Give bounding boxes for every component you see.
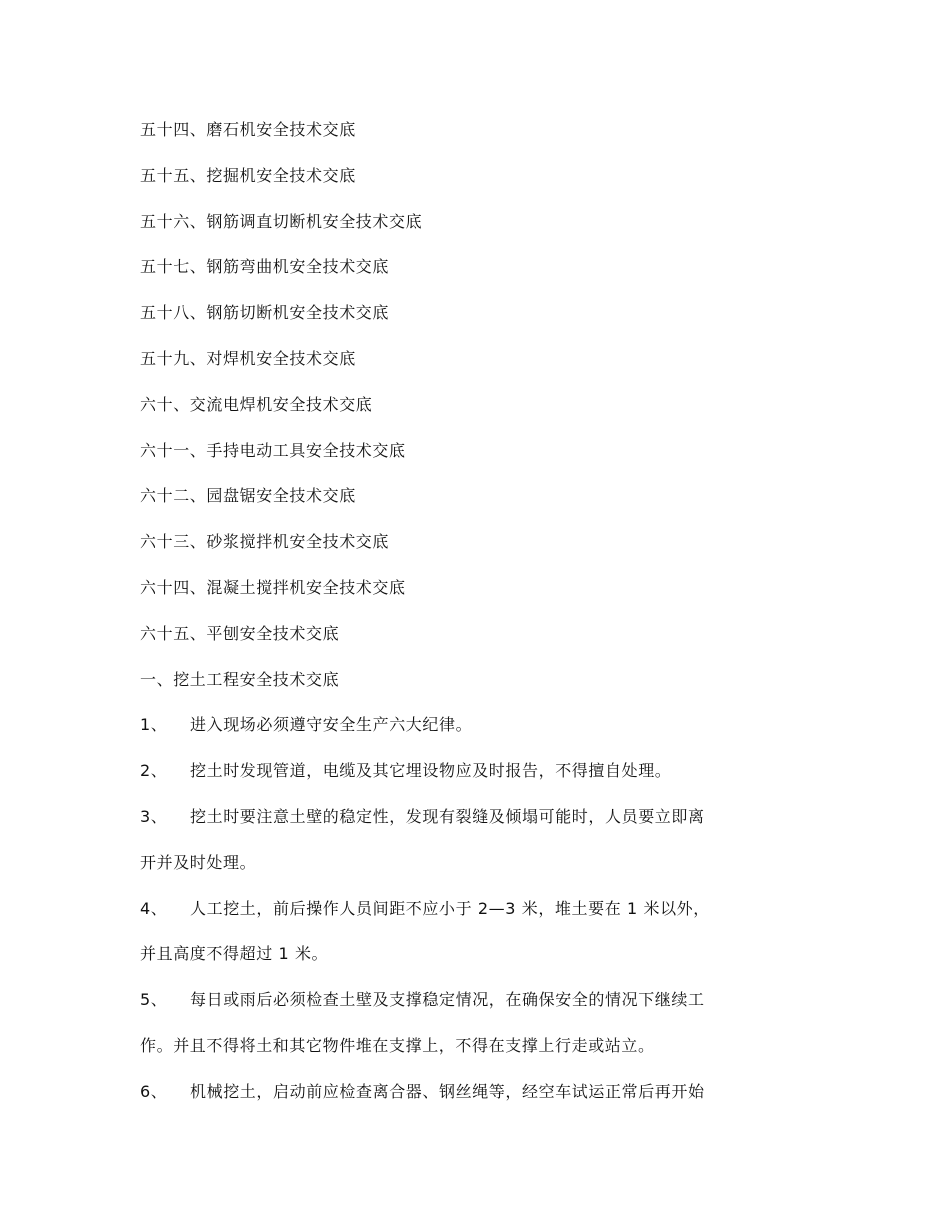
list-item-number: 6、 xyxy=(140,1081,168,1101)
toc-item: 五十六、钢筋调直切断机安全技术交底 xyxy=(140,211,423,231)
toc-item: 六十、交流电焊机安全技术交底 xyxy=(140,394,373,414)
list-item-text: 作。并且不得将土和其它物件堆在支撑上，不得在支撑上行走或站立。 xyxy=(140,1035,655,1055)
list-item-number: 4、 xyxy=(140,898,168,918)
list-item xyxy=(140,985,760,1031)
list-item-continuation xyxy=(140,1031,760,1077)
toc-item: 五十七、钢筋弯曲机安全技术交底 xyxy=(140,257,390,277)
toc-item: 五十八、钢筋切断机安全技术交底 xyxy=(140,303,390,323)
toc-item: 五十四、磨石机安全技术交底 xyxy=(140,120,356,139)
list-item-text: 挖土时发现管道，电缆及其它埋设物应及时报告，不得擅自处理。 xyxy=(190,761,672,781)
list-item-text: 每日或雨后必须检查土壁及支撑稳定情况，在确保安全的情况下继续工 xyxy=(190,990,705,1010)
list-item xyxy=(140,894,760,940)
list-item-text: 开并及时处理。 xyxy=(140,852,257,872)
list-item xyxy=(140,802,760,848)
list-item-continuation xyxy=(140,848,760,894)
list-item-number: 2、 xyxy=(140,761,168,781)
toc-item: 六十四、混凝土搅拌机安全技术交底 xyxy=(140,577,406,597)
list-item-text: 挖土时要注意土壁的稳定性，发现有裂缝及倾塌可能时，人员要立即离 xyxy=(190,806,705,826)
toc-item: 六十二、园盘锯安全技术交底 xyxy=(140,486,356,506)
toc-item: 六十一、手持电动工具安全技术交底 xyxy=(140,440,406,460)
list-item-text: 人工挖土，前后操作人员间距不应小于 2—3 米，堆土要在 1 米以外， xyxy=(190,898,710,918)
list-item xyxy=(140,1077,760,1123)
list-item-number: 1、 xyxy=(140,715,168,735)
document-body xyxy=(140,115,760,1123)
toc-item: 六十三、砂浆搅拌机安全技术交底 xyxy=(140,532,390,552)
list-item-continuation xyxy=(140,939,760,985)
section-heading: 一、挖土工程安全技术交底 xyxy=(140,669,340,689)
list-item-number: 3、 xyxy=(140,806,168,826)
toc-item: 六十五、平刨安全技术交底 xyxy=(140,623,340,643)
toc-item: 五十九、对焊机安全技术交底 xyxy=(140,348,356,368)
list-item-text: 并且高度不得超过 1 米。 xyxy=(140,944,329,964)
list-item-number: 5、 xyxy=(140,990,168,1010)
toc-item: 五十五、挖掘机安全技术交底 xyxy=(140,165,356,185)
list-item xyxy=(140,756,760,802)
list-item xyxy=(140,710,760,756)
list-item-text: 机械挖土，启动前应检查离合器、钢丝绳等，经空车试运正常后再开始 xyxy=(190,1081,705,1101)
list-item-text: 进入现场必须遵守安全生产六大纪律。 xyxy=(190,715,473,735)
